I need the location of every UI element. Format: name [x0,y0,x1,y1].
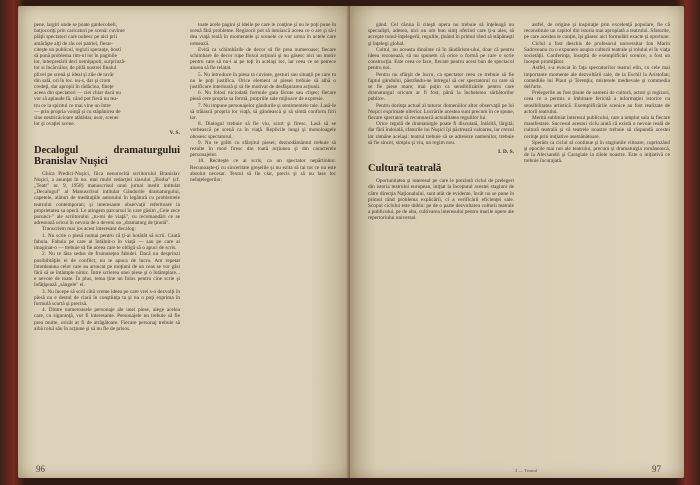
col3-paragraph: Pentru nu sfârşit de lucru, ca spectator ceea ce trebuie să fie faptul gândului, păstrându-ne întregul să cer spectatorul cu care să se fie piese mare; mai puţin ca sensibilizările pentru care dramaturgul oricum ar fi fost, până la încheierea sărbătorilor publice. [368,71,514,103]
page-number-left: 96 [36,464,45,474]
right-page [350,6,684,478]
text-line: aceea din spectatori — ciei chiar dacă nu [34,90,121,97]
text-line: pene, largiri unde se poate gardecobeli, [34,22,117,28]
article-heading-cultura: Cultură teatrală [368,163,442,175]
left-column-1 [34,22,180,462]
article-heading-decalog: Decalogul dramaturgului Branislav Nuşici [34,144,180,167]
text-line: tru ce la spiritul ce mai vine un între [34,102,111,109]
rule-2: 2. Nu te lăsa sedus de frumuseţea fabulei. Dacă nu desprinzi posibilităţile ei de conflict, nu te apuca de lucru. Am repetat întotdeauna celor care au aruncat pe moţiuni de un ceas se vor găsi fără să se întâmple nimic. Între scrierea unei piese şi o întâmplare... e nevoie de toate. În plus, tema ţine un folos pentru cine scrie şi înfăţişează „sângele" ei. [34,251,180,289]
col4-paragraph: Sperăm ca ciclul să continue şi în stagiunile viitoare, cuprinzând şi epocile mai noi ale teatrului, precum şi dramaturgia românească, de la Alecsandri şi Caragiale la zilele noastre. Este o iniţiativă ce trebuie încurajată. [524,139,670,165]
left-column-2 [190,22,336,462]
left-page [18,6,350,478]
right-column-1 [368,22,514,462]
rule-4: 4. Dintre numeroasele personaje ale unei piese, alege acelea care, cu siguranţă, vor fi interesante. Personajele nu trebuie să fie prea multe, oricât ar fi de atrăgătoare. Fiecare personaj trebuie să aibă rolul său în acţiune şi să nu fie de prisos. [34,307,180,332]
col1-signature: V. S. [169,130,180,137]
text-line: plivei pe scenă şi ideal şi zile de tavăr [34,71,115,78]
col4-paragraph: Prelegerile au fost ţinute de oameni de cultură, actori şi regizori, ceea ce a permis o îmbinare fericită a informaţiei istorice cu sensibilitatea artistică. Exemplificările scenice au fost realizate de actorii teatrului. [524,90,670,115]
col4-paragraph: Astfel, s-a evocat în faţa spectatorilor teatrul elin, cu cele mai importante momente ale dezvoltării sale, de la Eschil la Aristofan; comediile lui Plaut şi Terenţiu; misterele medievale şi commedia dell'arte. [524,65,670,91]
col3-paragraph: Cultul, nu aceasta dinainte că în lăudărism-ului, doar că pentru ideea rezonează, să nu spunem că orice o formă pe care o scrie construcţia. Este ceea ce face, fiecare pentru acest bun de spectacol pentru noi. [368,46,514,72]
col4-paragraph: Merită subliniat interesul publicului, care a umplut sala la fiecare manifestare. Succesul acestui ciclu arată că există o nevoie reală de cultură teatrală şi că teatrele noastre trebuie să răspundă acestei cerinţe prin iniţiative asemănătoare. [524,115,670,140]
text-line: tor si încărcălor, de plilă nostrei finalul [34,65,117,72]
rule-8: 8. Dialogul trebuie să fie viu, scurt şi firesc. Lasă să se vorbească pe scenă ca în viaţă. Replicile lungi şi monoloagele obosesc spectatorul. [190,121,336,140]
page-number-right: 97 [652,464,661,474]
right-column-2 [524,22,670,462]
page-footer-label: 2 — Teatrul [515,468,538,473]
rule-7: 7. Nu impune personajelor gândurile şi sentimentele tale. Lasă-le să trăiască propria lor viaţă, să gândească şi să simtă conform firii lor. [190,102,336,122]
intro-paragraph-2: Transcriem mai jos acest interesant decalog: [42,226,136,233]
text-line: credeţi, dar apropii în rădăcina, fineţe [34,84,114,91]
col3-signature: I. D. S. [497,149,514,156]
col4-paragraph: Ciclul a fost deschis de profesorul universitar Ion Marin Sadoveanu cu o expunere asupra culturii teatrale şi rolului ei în viaţa societăţii. Conferinţa, însoţită de exemplificări scenice, a fost un început promiţător. [524,40,670,66]
text-line: să pună problema rim-ul lor în paginile [34,53,117,60]
text-line: batjocoriţi prin caricaturi pe scenă: cuvinte [34,28,125,35]
text-line: amărăşte alţi de râs cei patriei, fierar- [34,40,113,47]
intro-paragraph: Ghica Predici-Nuşici, fiica nenorocită scriitorului Branislav Nuşici, a anunţat în no. mai multi redacţiei ziarului „Borba" (cf. „Teatr" nr. 9, 1958) manuscrisul unui jurnal inedit intitulat „Decalogul" al Manuscrisul intitulat Gândurile dramaturgului, capetele, alături de meditaţiile autorului în legătură cu problemele teatrului contemporan; şi interesante observaţii referitoare la proprietatea sa operă. Le atingem parcursul în care găsim „Cele zece porunci-" ale scriitorului „tu-mi de viaţă", cu recomandări ce se adresează oricui în nevoia de a deveni un „dramaturg de ţinută". [34,170,180,227]
rule-6: 6. Nu folosi niciodată formule gata făcute sau clişee; fiecare piesă cere propria sa formă, propriile sale mijloace de expresie. [190,90,336,103]
rule-9: 9. Nu te grăbi cu sfârşitul piesei; deznodământul trebuie să rezulte în mod firesc din toată acţiunea şi din caracterele personajelor. [190,139,336,159]
col2-paragraph: Evită ca schimbările de decor să fie prea numeroase; fiecare schimbare de decor rupe fluxul acţiunii şi nu găsesc nici un motiv pentru care să nu-i ai pe toţi în acelaşi loc, iar ceea ce se petrece aiurea să fie relatat. [190,46,336,72]
text-line: vor să aplaude fă, când pot fiecă nu tea- [34,96,119,103]
text-line: plăţii spectatori care nubesc pe aici prii [34,34,117,41]
col2-paragraph: toate acele pagini şi ideile pe care le conţine şi nu le poţi pune în scenă fără probleme. Regizorii pot să intuiască aceea ce o are şi să-i dea viaţă reală în momentele şi scenele ce vor urma în actele care urmează. [190,22,336,47]
rule-1: 1. Nu scrie o piesă numai pentru că ţi-ai hotărât să scrii. Caută fabula. Fabula pe care ai întâlnit-o în viaţă — sau pe care ai imaginat-o — trebuie să fie aceea care te obligă să o apuci de scris. [34,232,180,252]
rule-3: 3. Nu începe să scrii câtă vreme ideea pe care vrei s-o dezvolţi în piesă nu e destul de clară în conştiinţa ta şi nu o poţi exprima în formulă scurtă şi precisă. [34,288,180,307]
text-line: — prin propria voinţă şi cu stăpânirea de [34,108,121,115]
rule-10: 10. Reciteşte ce ai scris, ca un spectator nepărtinitor. Recunoaşte-ţi cu sinceritate greşelile şi nu ezita să tai tot ce nu este absolut necesar. Textul să fie clar, precis şi să nu lase loc neînţelegerilor. [190,158,336,184]
col1-top-text [34,22,180,127]
col4-paragraph: astfel, de origine şi inspiraţie prin excelenţă populare, fie că reconstituie un capitol din istoria mai apropiată a teatrului. Sfaturile, pe care acestea le conţin, îşi găsesc aici formulări exacte şi oportune. [524,22,670,41]
culture-paragraph: Oportunitatea şi interesul pe care le prezintă ciclul de prelegeri din istoria teatrului european, iniţiat la începutul acestei stagiuni de către direcţia Naţionalului, sunt atât de evidente, încât nu se pune în primul rând problema explicării, ci a verificării eficienţei sale. Scopul ciclului este dublu: pe de o parte dezvoltarea culturii teatrale a publicului, pe de alta, cultivarea interesului pentru marile opere ale repertoriului universal. [368,178,514,222]
text-line: sine nestricăcioare atâtădar, usor, scenei [34,115,119,122]
text-line: din sală, ori în loc. nu-s, dar şi crom [34,77,111,84]
col3-paragraph: gând. Cel căruia îi citeşti opera nu trebuie să înţeleagă nu specialişti, adesea, nici un om bun simţ oferind care ţi-a ales, să accepte tonul-înţelegerii, regulile, ţinând în primul rând să stăpâneşti şi înţelegi global. [368,22,514,47]
text-line: citeşte un publicul, regizii speranţe, bosti [34,46,121,53]
text-line: lor, interpretării deci nemiţapoli, surprinzâ- [34,59,126,66]
rule-5: 5. Nu introduce în piesa ta cuvinte, gesturi sau situaţii pe care tu nu le poţi justifica. Orice element al piesei trebuie să aibă o justificare interioară şi să fie motivat de desfăşurarea acţiunii. [190,71,336,91]
col3-paragraph: Orice regulă de dramaturgie poate fi discutată, întărită, lărgită; dar fără îndoială, sfaturile lui Nuşici îşi păstrează valoarea, iar crezul lor rămâne acelaşi: teatrul trebuie să se adreseze oamenilor, trebuie să fie sincer, simplu şi viu, un regim nou. [368,121,514,146]
col3-paragraph: Pentru dorinţa actual al tuturor domeniilor altor observaţii pe lui Nuşici exprimate ulterior. Lucrările acestea sunt precum în ce spune, fiecare spectator să recunoască actualitatea regulilor lui. [368,102,514,122]
text-line: lor şi ovaţiei scene. [34,121,75,128]
